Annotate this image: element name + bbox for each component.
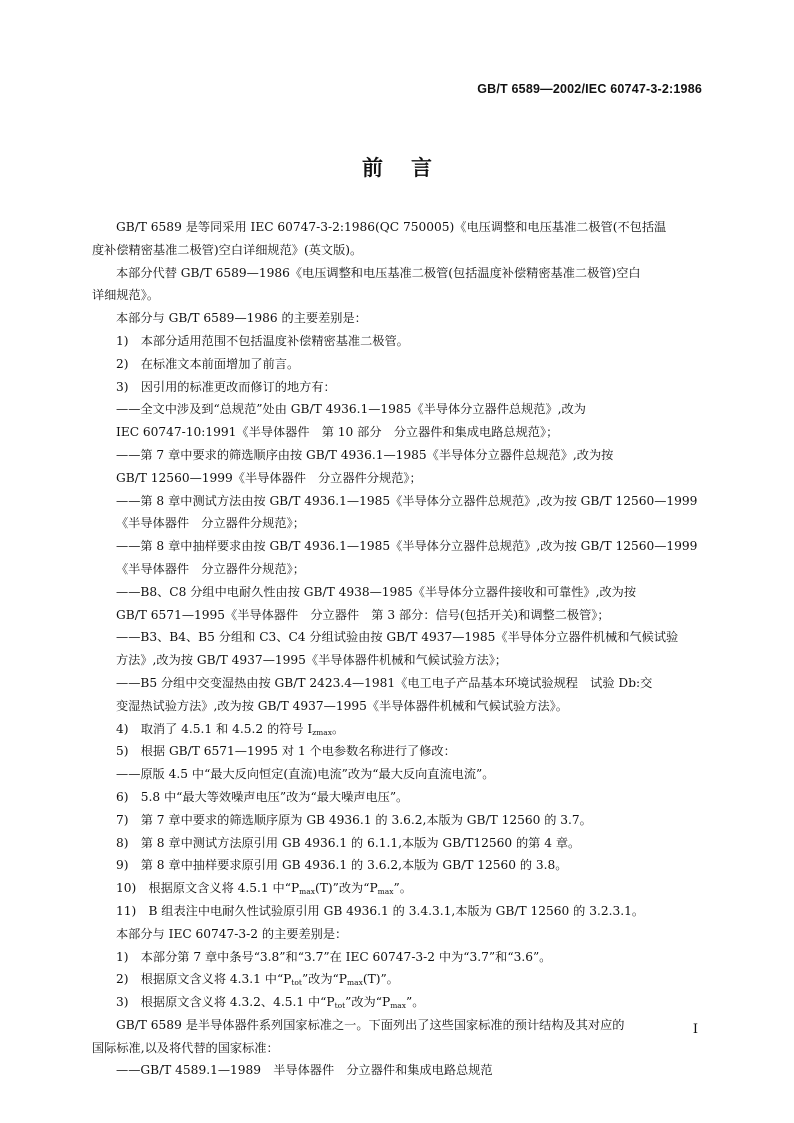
line-text: 3) 根据原文含义将 4.3.2、4.5.1 中“P xyxy=(116,995,335,1010)
line-text-continued: ”改为“P xyxy=(301,972,347,987)
line-text-continued: (T)”改为“P xyxy=(314,881,378,896)
text-line xyxy=(92,1014,704,1037)
text-line xyxy=(92,581,704,604)
line-text: ——第 8 章中测试方法由按 GB/T 4936.1—1985《半导体分立器件总规范》,改为按 GB/T 12560—1999 xyxy=(116,493,698,508)
line-text-continued: ”。 xyxy=(406,995,425,1010)
line-text: 变湿热试验方法》,改为按 GB/T 4937—1995《半导体器件机械和气候试验方法》。 xyxy=(116,698,568,713)
page-title: 前言 xyxy=(362,156,460,180)
line-text: 10) 根据原文含义将 4.5.1 中“P xyxy=(116,881,300,896)
line-text: 方法》,改为按 GB/T 4937—1995《半导体器件机械和气候试验方法》； xyxy=(116,653,507,668)
text-line xyxy=(92,786,704,809)
line-text: 8) 第 8 章中测试方法原引用 GB 4936.1 的 6.1.1,本版为 GB/T12560 的第 4 章。 xyxy=(116,835,581,850)
text-line xyxy=(92,490,704,513)
symbol-subscript: tot xyxy=(334,1001,346,1011)
line-text: 6) 5.8 中“最大等效噪声电压”改为“最大噪声电压”。 xyxy=(116,789,409,804)
symbol-subscript: max xyxy=(390,1001,407,1011)
text-line xyxy=(92,1037,704,1060)
line-text: 2) 根据原文含义将 4.3.1 中“P xyxy=(116,972,292,987)
line-text: 3) 因引用的标准更改而修订的地方有： xyxy=(116,379,336,394)
text-line xyxy=(92,398,704,421)
text-line xyxy=(92,854,704,877)
text-line xyxy=(92,695,704,718)
line-text: 7) 第 7 章中要求的筛选顺序原为 GB 4936.1 的 3.6.2,本版为 GB/T 12560 的 3.7。 xyxy=(116,812,592,827)
text-line xyxy=(92,923,704,946)
line-text-continued: (T)”。 xyxy=(362,972,399,987)
symbol-subscript: max xyxy=(346,978,363,988)
line-text: 1) 本部分第 7 章中条号“3.8”和“3.7”在 IEC 60747-3-2 中为“3.7”和“3.6”。 xyxy=(116,949,552,964)
line-text: ——第 7 章中要求的筛选顺序由按 GB/T 4936.1—1985《半导体分立器件总规范》,改为按 xyxy=(116,447,614,462)
text-line xyxy=(92,444,704,467)
line-text: GB/T 6571—1995《半导体器件 分立器件 第 3 部分：信号(包括开关)和调整二极管》； xyxy=(116,607,610,622)
line-text-continued: ”。 xyxy=(393,881,412,896)
standard-code-header: GB/T 6589—2002/IEC 60747-3-2:1986 xyxy=(477,82,702,96)
symbol-subscript: max xyxy=(377,887,394,897)
line-text: ——B8、C8 分组中电耐久性由按 GB/T 4938—1985《半导体分立器件接收和可靠性》,改为按 xyxy=(116,584,637,599)
text-line xyxy=(92,877,704,900)
line-text-continued: 。 xyxy=(331,721,345,736)
line-text: ——原版 4.5 中“最大反向恒定(直流)电流”改为“最大反向直流电流”。 xyxy=(116,767,495,782)
page-number: I xyxy=(692,1022,698,1037)
line-text: 度补偿精密基准二极管)空白详细规范》(英文版)。 xyxy=(92,242,363,257)
text-line xyxy=(92,284,704,307)
text-line xyxy=(92,991,704,1014)
line-text: 11) B 组表注中电耐久性试验原引用 GB 4936.1 的 3.4.3.1,本版为 GB/T 12560 的 3.2.3.1。 xyxy=(116,903,645,918)
line-text: 国际标准,以及将代替的国家标准： xyxy=(92,1040,279,1055)
line-text: IEC 60747-10:1991《半导体器件 第 10 部分 分立器件和集成电路总规范》； xyxy=(116,425,559,440)
foreword-body xyxy=(92,216,704,1082)
text-line xyxy=(92,512,704,535)
text-line xyxy=(92,239,704,262)
text-line xyxy=(92,262,704,285)
line-text: ——B3、B4、B5 分组和 C3、C4 分组试验由按 GB/T 4937—1985《半导体分立器件机械和气候试验 xyxy=(116,630,679,645)
text-line xyxy=(92,330,704,353)
line-text: ——GB/T 4589.1—1989 半导体器件 分立器件和集成电路总规范 xyxy=(116,1063,493,1078)
text-line xyxy=(92,353,704,376)
line-text-continued: ”改为“P xyxy=(345,995,391,1010)
line-text: 本部分与 GB/T 6589—1986 的主要差别是： xyxy=(116,311,367,326)
symbol-subscript: max xyxy=(299,887,315,897)
line-text: GB/T 6589 是等同采用 IEC 60747-3-2:1986(QC 750005)《电压调整和电压基准二极管(不包括温 xyxy=(116,220,667,234)
line-text: 本部分代替 GB/T 6589—1986《电压调整和电压基准二极管(包括温度补偿精密基准二极管)空白 xyxy=(116,265,641,280)
text-line xyxy=(92,307,704,330)
text-line xyxy=(92,763,704,786)
text-line xyxy=(92,718,704,741)
text-line xyxy=(92,946,704,969)
line-text: 《半导体器件 分立器件分规范》； xyxy=(116,561,305,576)
text-line xyxy=(92,900,704,923)
line-text: 1) 本部分适用范围不包括温度补偿精密基准二极管。 xyxy=(116,333,409,348)
line-text: GB/T 12560—1999《半导体器件 分立器件分规范》； xyxy=(116,470,422,485)
text-line xyxy=(92,467,704,490)
text-line xyxy=(92,1059,704,1082)
text-line xyxy=(92,216,704,239)
symbol-subscript: tot xyxy=(291,978,302,988)
text-line xyxy=(92,740,704,763)
text-line xyxy=(92,809,704,832)
text-line xyxy=(92,968,704,991)
text-line xyxy=(92,558,704,581)
text-line xyxy=(92,672,704,695)
line-text: 本部分与 IEC 60747-3-2 的主要差别是： xyxy=(116,926,348,941)
text-line xyxy=(92,376,704,399)
line-text: 2) 在标准文本前面增加了前言。 xyxy=(116,356,300,371)
line-text: ——B5 分组中交变湿热由按 GB/T 2423.4—1981《电工电子产品基本环境试验规程 试验 Db:交 xyxy=(116,675,653,690)
symbol-subscript: zmax xyxy=(312,727,332,737)
line-text: GB/T 6589 是半导体器件系列国家标准之一。下面列出了这些国家标准的预计结构及其对应的 xyxy=(116,1017,625,1032)
line-text: 4) 取消了 4.5.1 和 4.5.2 的符号 I xyxy=(116,721,313,736)
line-text: 《半导体器件 分立器件分规范》； xyxy=(116,516,305,531)
line-text: 5) 根据 GB/T 6571—1995 对 1 个电参数名称进行了修改： xyxy=(116,744,456,759)
text-line xyxy=(92,649,704,672)
text-line xyxy=(92,535,704,558)
text-line xyxy=(92,604,704,627)
line-text: ——第 8 章中抽样要求由按 GB/T 4936.1—1985《半导体分立器件总规范》,改为按 GB/T 12560—1999 xyxy=(116,539,698,554)
text-line xyxy=(92,421,704,444)
line-text: 9) 第 8 章中抽样要求原引用 GB 4936.1 的 3.6.2,本版为 GB/T 12560 的 3.8。 xyxy=(116,858,568,873)
text-line xyxy=(92,626,704,649)
line-text: 详细规范》。 xyxy=(92,288,160,303)
line-text: ——全文中涉及到“总规范”处由 GB/T 4936.1—1985《半导体分立器件总规范》,改为 xyxy=(116,402,586,417)
text-line xyxy=(92,832,704,855)
